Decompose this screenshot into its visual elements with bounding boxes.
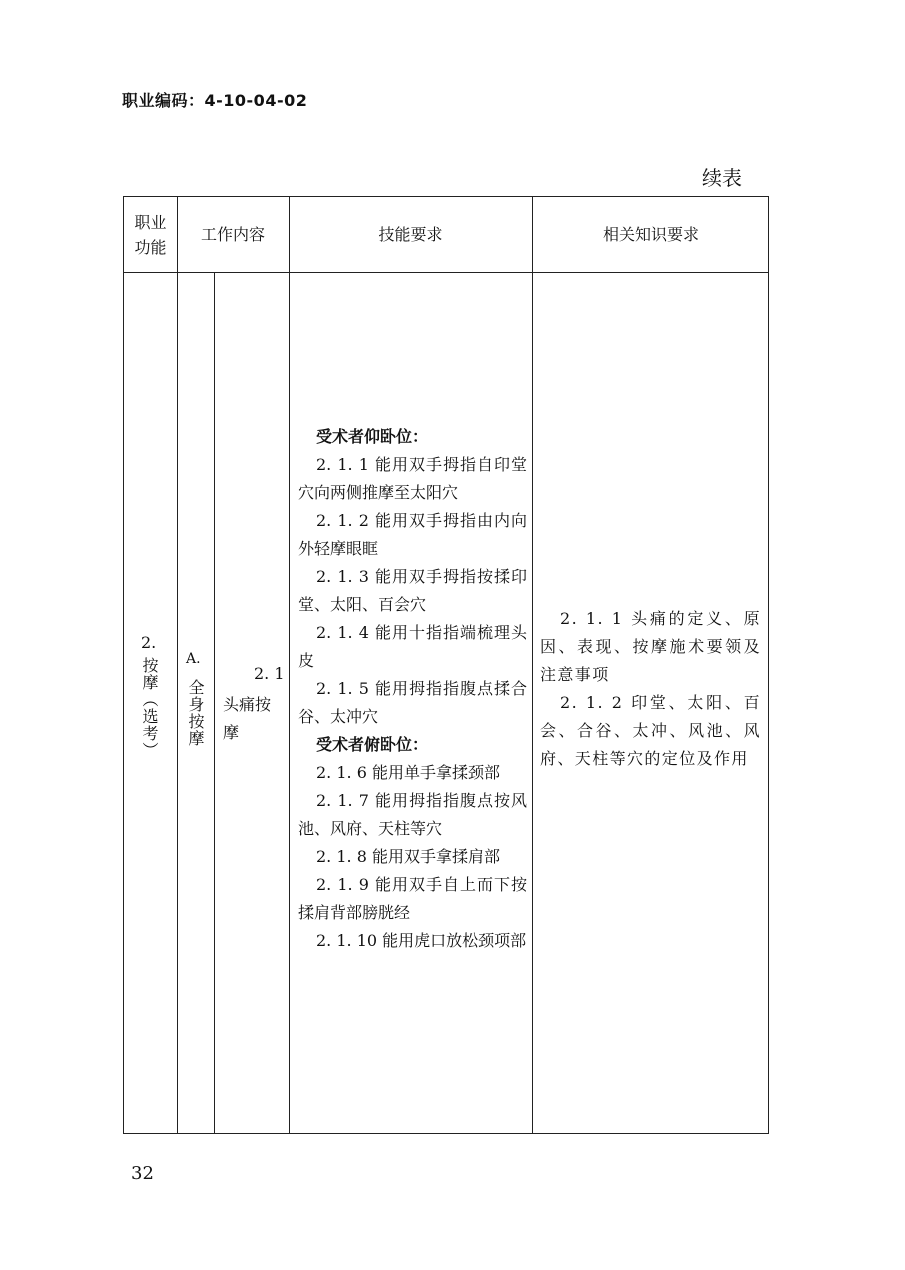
knowledge-item: 2. 1. 1 头痛的定义、原因、表现、按摩施术要领及注意事项: [540, 609, 761, 684]
skills-table: [123, 196, 769, 1134]
skill-item: 2. 1. 10 能用虎口放松颈项部: [316, 931, 527, 950]
skill-item: 2. 1. 2 能用双手拇指由内向外轻摩眼眶: [298, 511, 527, 558]
table-header-divider: [124, 272, 768, 273]
skill-section-heading: 受术者俯卧位：: [316, 735, 429, 754]
table-col-divider-4: [532, 197, 533, 1133]
table-col-divider-3: [289, 197, 290, 1133]
knowledge-requirements-list: [540, 605, 761, 773]
skill-item: 2. 1. 3 能用双手拇指按揉印堂、太阳、百会穴: [298, 567, 527, 614]
skill-item: 2. 1. 8 能用双手拿揉肩部: [316, 847, 500, 866]
knowledge-item: 2. 1. 2 印堂、太阳、百会、合谷、太冲、风池、风府、天柱等穴的定位及作用: [540, 693, 761, 768]
skill-item: 2. 1. 7 能用拇指指腹点按风池、风府、天柱等穴: [298, 791, 527, 838]
skill-item: 2. 1. 1 能用双手拇指自印堂穴向两侧推摩至太阳穴: [298, 455, 527, 502]
sub-name: 头痛按摩: [223, 695, 272, 742]
content-letter: A.: [186, 651, 201, 667]
function-name: 按摩（选考）: [140, 657, 159, 759]
header-work-content: 工作内容: [200, 225, 265, 244]
function-number: 2.: [141, 633, 157, 652]
occupation-code: 职业编码：4-10-04-02: [122, 91, 308, 110]
skill-item: 2. 1. 5 能用拇指指腹点揉合谷、太冲穴: [298, 679, 527, 726]
header-skill-requirements: 技能要求: [378, 225, 443, 244]
skill-item: 2. 1. 4 能用十指指端梳理头皮: [298, 623, 527, 670]
skill-requirements-list: [298, 423, 527, 955]
table-col-divider-1: [177, 197, 178, 1133]
skill-item: 2. 1. 6 能用单手拿揉颈部: [316, 763, 500, 782]
header-knowledge-requirements: 相关知识要求: [602, 225, 699, 244]
skill-item: 2. 1. 9 能用双手自上而下按揉肩背部膀胱经: [298, 875, 527, 922]
skill-section-heading: 受术者仰卧位：: [316, 427, 429, 446]
sub-number: 2. 1: [254, 664, 285, 683]
table-col-divider-2: [214, 272, 215, 1133]
content-name: 全身按摩: [186, 679, 205, 747]
continued-label: 续表: [702, 166, 742, 190]
page-number: 32: [131, 1163, 154, 1184]
header-function: 职业功能: [134, 212, 167, 257]
